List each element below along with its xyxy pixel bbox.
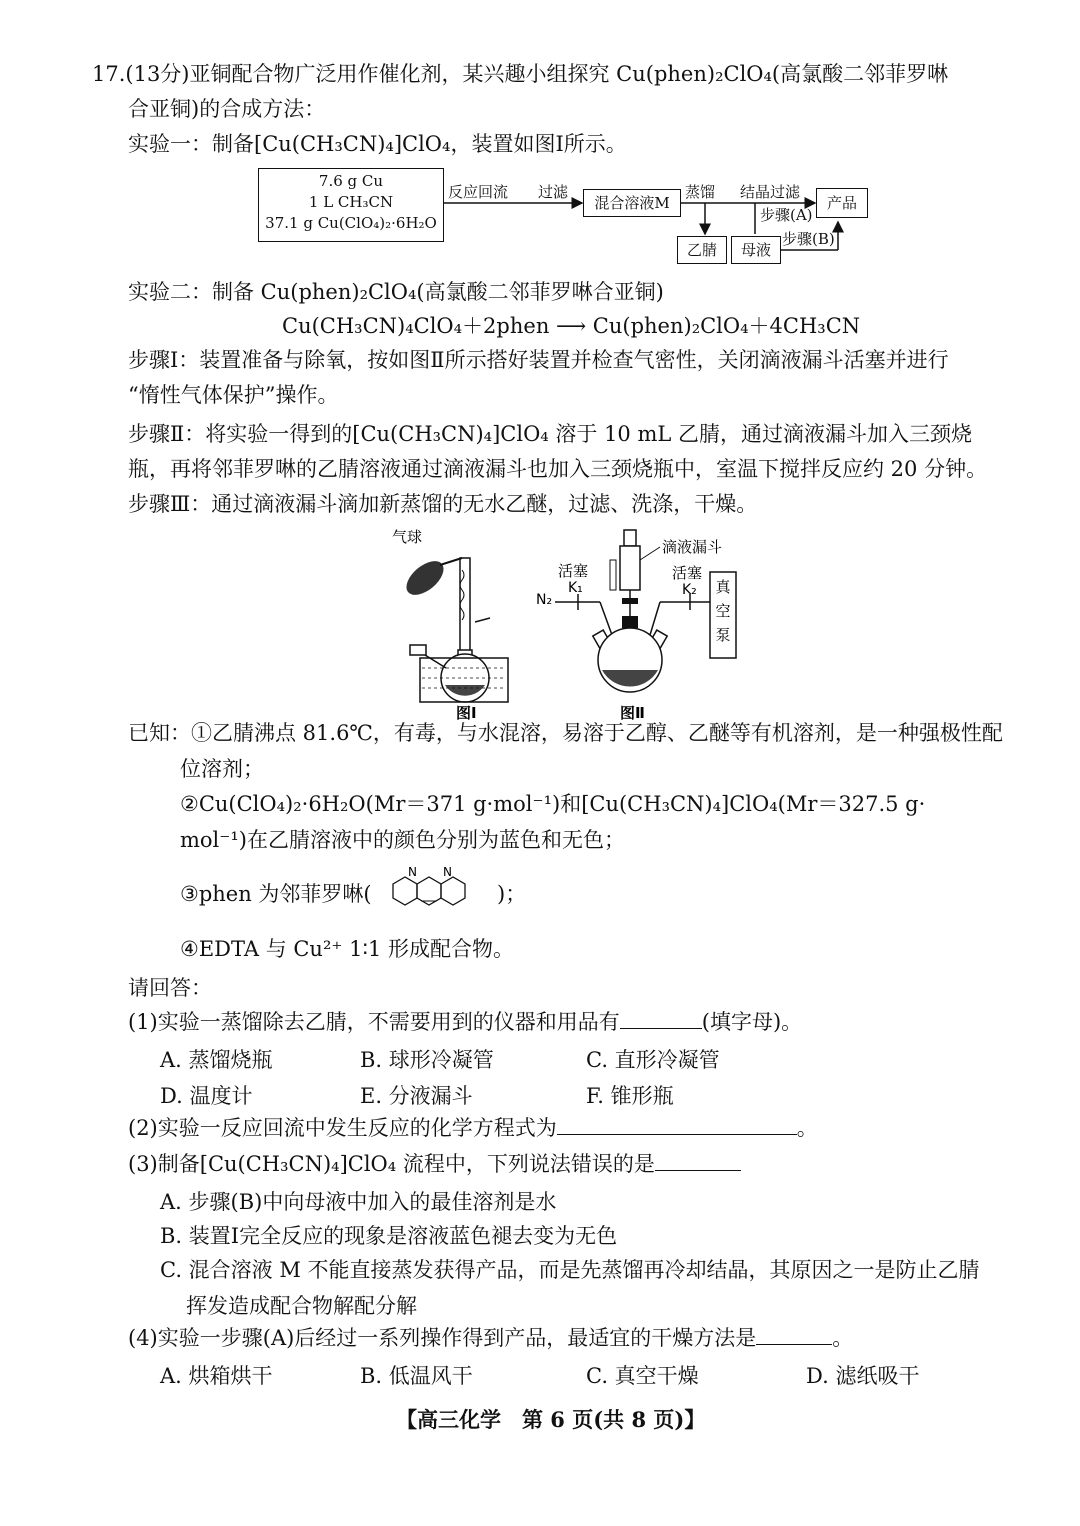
step1-line2: “惰性气体保护”操作。 (128, 383, 339, 407)
question-3 (128, 1150, 741, 1178)
reaction-equation: Cu(CH₃CN)₄ClO₄＋2phen ⟶ Cu(phen)₂ClO₄＋4CH₃CN (282, 314, 861, 338)
mother-liquor-box: 母液 (731, 236, 781, 264)
known-3-prefix: ③phen 为邻菲罗啉( (180, 882, 372, 906)
please-answer: 请回答： (128, 976, 212, 1000)
question-2-answer-blank[interactable] (557, 1114, 797, 1135)
k1-label: K₁ (568, 580, 583, 596)
mixture-m-box: 混合溶液M (583, 189, 681, 217)
q4-option-c: C. 真空干燥 (586, 1364, 699, 1388)
phenanthroline-structure-icon (375, 862, 487, 922)
question-4 (128, 1324, 853, 1352)
reagent-cu: 7.6 g Cu (318, 172, 384, 190)
vacuum-pump-char2: 空 (715, 602, 731, 620)
k2-label: K₂ (682, 582, 697, 598)
question-1 (128, 1008, 802, 1036)
question-4-answer-blank[interactable] (756, 1324, 832, 1345)
known-1-line2: 位溶剂； (180, 757, 264, 781)
question-3-answer-blank[interactable] (655, 1150, 741, 1171)
q1-option-e: E. 分液漏斗 (360, 1084, 473, 1108)
q3-option-a: A. 步骤(B)中向母液中加入的最佳溶剂是水 (160, 1190, 557, 1214)
apparatus-figures (0, 520, 1080, 720)
step2-line2: 瓶，再将邻菲罗啉的乙腈溶液通过滴液漏斗也加入三颈烧瓶中，室温下搅拌反应约 20 分钟。 (128, 457, 988, 481)
vacuum-pump-label: 真空泵 (750, 718, 753, 719)
step3-line: 步骤Ⅲ：通过滴液漏斗滴加新蒸馏的无水乙醚，过滤、洗涤，干燥。 (128, 492, 758, 516)
figure-one-caption: 图Ⅰ (456, 704, 477, 720)
known-2-line2: mol⁻¹)在乙腈溶液中的颜色分别为蓝色和无色； (180, 828, 625, 852)
q3-option-b: B. 装置Ⅰ完全反应的现象是溶液蓝色褪去变为无色 (160, 1224, 618, 1248)
question-1-suffix: (填字母)。 (701, 1010, 803, 1034)
experiment-two-heading: 实验二：制备 Cu(phen)₂ClO₄(高氯酸二邻菲罗啉合亚铜) (128, 280, 664, 304)
balloon-label: 气球 (392, 528, 423, 546)
flow-arrows (0, 0, 1080, 280)
condenser-icon (460, 558, 470, 653)
q4-option-b: B. 低温风干 (360, 1364, 473, 1388)
product-box: 产品 (816, 188, 868, 218)
q4-option-a: A. 烘箱烘干 (160, 1364, 273, 1388)
step2-line1: 步骤Ⅱ：将实验一得到的[Cu(CH₃CN)₄]ClO₄ 溶于 10 mL 乙腈，通过滴液漏斗加入三颈烧 (128, 422, 972, 446)
question-3-stem: (3)制备[Cu(CH₃CN)₄]ClO₄ 流程中，下列说法错误的是 (128, 1152, 655, 1176)
question-2 (128, 1114, 818, 1142)
figure-one (392, 528, 508, 720)
step-a-label: 步骤(A) (760, 206, 813, 224)
question-4-suffix: 。 (832, 1326, 854, 1350)
reagent-ch3cn: 1 L CH₃CN (308, 193, 394, 211)
q3-option-c-line1: C. 混合溶液 M 不能直接蒸发获得产品，而是先蒸馏再冷却结晶，其原因之一是防止乙腈 (160, 1258, 980, 1282)
stopcock-k1-label: 活塞 (558, 562, 589, 580)
q1-option-f: F. 锥形瓶 (586, 1084, 674, 1108)
dropping-funnel-icon (620, 546, 640, 590)
experiment-one-heading: 实验一：制备[Cu(CH₃CN)₄]ClO₄，装置如图Ⅰ所示。 (128, 132, 627, 156)
step-b-label: 步骤(B) (782, 230, 835, 248)
stopcock-icon (410, 645, 426, 655)
figure-two (536, 530, 753, 720)
question-title-line1: 17.(13分)亚铜配合物广泛用作催化剂，某兴趣小组探究 Cu(phen)₂ClO₄(高氯酸二邻菲罗啉 (92, 62, 949, 86)
distill-label: 蒸馏 (685, 183, 716, 201)
q1-option-c: C. 直形冷凝管 (586, 1048, 720, 1072)
q1-option-d: D. 温度计 (160, 1084, 253, 1108)
known-2-line1: ②Cu(ClO₄)₂·6H₂O(Mr＝371 g·mol⁻¹)和[Cu(CH₃CN)₄]ClO₄(Mr＝327.5 g· (180, 792, 926, 816)
q4-option-d: D. 滤纸吸干 (806, 1364, 920, 1388)
page-footer: 【高三化学 第 6 页(共 8 页)】 (396, 1407, 706, 1432)
reflux-label: 反应回流 (448, 183, 509, 201)
svg-text:N: N (443, 865, 452, 879)
known-3-suffix: )； (497, 882, 527, 906)
question-2-suffix: 。 (796, 1116, 818, 1140)
reagent-cu-perchlorate: 37.1 g Cu(ClO₄)₂·6H₂O (265, 214, 437, 232)
n2-label: N₂ (536, 592, 553, 608)
question-4-stem: (4)实验一步骤(A)后经过一系列操作得到产品，最适宜的干燥方法是 (128, 1326, 757, 1350)
question-2-stem: (2)实验一反应回流中发生反应的化学方程式为 (128, 1116, 557, 1140)
crystallize-filter-label: 结晶过滤 (740, 183, 801, 201)
q1-option-b: B. 球形冷凝管 (360, 1048, 494, 1072)
vacuum-pump-char1: 真 (715, 578, 731, 596)
q1-option-a: A. 蒸馏烧瓶 (160, 1048, 273, 1072)
stopcock-k2-label: 活塞 (672, 564, 703, 582)
known-1-line1: 已知：①乙腈沸点 81.6℃，有毒，与水混溶，易溶于乙醇、乙醚等有机溶剂，是一种强极性配 (128, 721, 1003, 745)
figure-two-caption: 图Ⅱ (620, 704, 645, 720)
balloon-icon (400, 555, 449, 602)
vacuum-pump-char3: 泵 (715, 626, 731, 644)
known-4: ④EDTA 与 Cu²⁺ 1∶1 形成配合物。 (180, 937, 514, 961)
q3-option-c-line2: 挥发造成配合物解配分解 (186, 1294, 417, 1318)
step1-line1: 步骤Ⅰ：装置准备与除氧，按如图Ⅱ所示搭好装置并检查气密性，关闭滴液漏斗活塞并进行 (128, 348, 949, 372)
question-title-line2: 合亚铜)的合成方法： (128, 97, 326, 121)
question-1-answer-blank[interactable] (620, 1008, 702, 1029)
dropping-funnel-label: 滴液漏斗 (662, 538, 723, 556)
filter-label: 过滤 (538, 183, 569, 201)
acetonitrile-box: 乙腈 (677, 236, 727, 264)
svg-text:N: N (408, 865, 417, 879)
question-1-stem: (1)实验一蒸馏除去乙腈，不需要用到的仪器和用品有 (128, 1010, 620, 1034)
